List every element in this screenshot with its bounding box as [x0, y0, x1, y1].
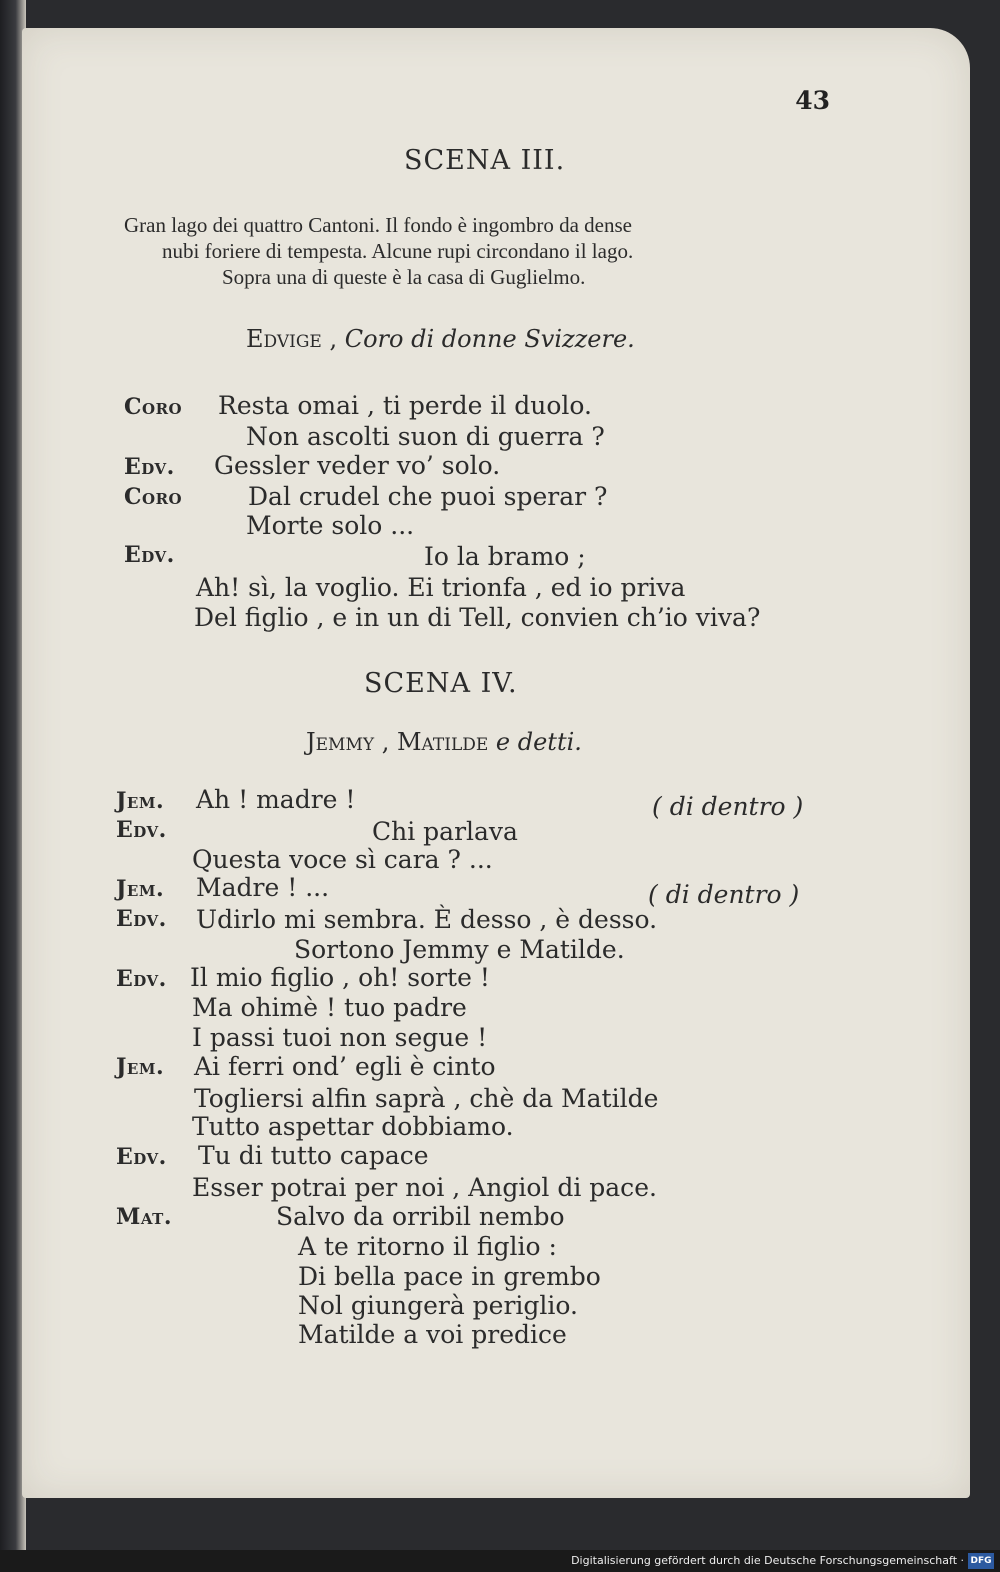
scene-3-title: SCENA III.: [404, 145, 566, 176]
speaker-label: Mat.: [116, 1204, 172, 1230]
verse-line: Dal crudel che puoi sperar ?: [248, 482, 608, 511]
verse-line: Io la bramo ;: [424, 542, 586, 571]
cast-name: Jemmy: [306, 728, 375, 756]
stage-direction-line: Sopra una di queste è la casa di Guglielmo.: [222, 265, 586, 289]
cast-name: Matilde: [396, 728, 489, 756]
verse-line: Ai ferri ond’ egli è cinto: [194, 1052, 496, 1081]
dfg-logo: DFG: [968, 1553, 994, 1569]
stage-direction-inline: Sortono Jemmy e Matilde.: [294, 935, 625, 964]
verse-line: Tutto aspettar dobbiamo.: [192, 1112, 514, 1141]
cast-rest: Coro di donne Svizzere.: [344, 325, 635, 353]
scene-4-cast: [306, 728, 582, 756]
stage-direction-line: Gran lago dei quattro Cantoni. Il fondo è ingombro da dense: [124, 213, 632, 237]
speaker-label: Jem.: [116, 788, 165, 814]
verse-line: Matilde a voi predice: [298, 1320, 567, 1349]
speaker-label: Edv.: [116, 1144, 167, 1170]
speaker-label: Jem.: [116, 1054, 165, 1080]
speaker-label: Edv.: [116, 817, 167, 843]
verse-line: Il mio figlio , oh! sorte !: [190, 963, 490, 992]
stage-aside: ( di dentro ): [648, 880, 800, 909]
cast-separator: ,: [374, 728, 397, 756]
verse-line: Resta omai , ti perde il duolo.: [218, 391, 592, 420]
verse-line: A te ritorno il figlio :: [298, 1232, 557, 1261]
stage-direction-line: nubi foriere di tempesta. Alcune rupi circondano il lago.: [162, 239, 634, 263]
verse-line: Salvo da orribil nembo: [276, 1202, 565, 1231]
digitization-footer: [0, 1550, 1000, 1572]
verse-line: I passi tuoi non segue !: [192, 1023, 488, 1052]
speaker-label: Coro: [124, 484, 183, 510]
footer-text: Digitalisierung gefördert durch die Deutsche Forschungsgemeinschaft ·: [571, 1554, 964, 1567]
speaker-label: Edv.: [124, 454, 175, 480]
verse-line: Gessler veder vo’ solo.: [214, 451, 501, 480]
page-number: 43: [795, 86, 830, 115]
verse-line: Del figlio , e in un di Tell, convien ch’io viva?: [194, 603, 761, 632]
cast-name: Edvige ,: [246, 325, 338, 353]
scene-3-cast: [246, 325, 635, 353]
verse-line: Togliersi alfin saprà , chè da Matilde: [194, 1084, 659, 1113]
verse-line: Udirlo mi sembra. È desso , è desso.: [196, 905, 658, 934]
speaker-label: Edv.: [116, 906, 167, 932]
cast-rest: e detti.: [488, 728, 582, 756]
speaker-label: Coro: [124, 394, 183, 420]
verse-line: Nol giungerà periglio.: [298, 1291, 578, 1320]
verse-line: Esser potrai per noi , Angiol di pace.: [192, 1173, 657, 1202]
verse-line: Morte solo ...: [246, 511, 415, 540]
verse-line: Non ascolti suon di guerra ?: [246, 422, 605, 451]
verse-line: Ah! sì, la voglio. Ei trionfa , ed io priva: [196, 573, 686, 602]
verse-line: Ma ohimè ! tuo padre: [192, 993, 467, 1022]
stage-aside: ( di dentro ): [652, 792, 804, 821]
speaker-label: Edv.: [124, 542, 175, 568]
verse-line: Questa voce sì cara ? ...: [192, 845, 493, 874]
verse-line: Madre ! ...: [196, 873, 330, 902]
speaker-label: Edv.: [116, 966, 167, 992]
scene-4-title: SCENA IV.: [364, 668, 518, 699]
verse-line: Tu di tutto capace: [198, 1141, 429, 1170]
verse-line: Ah ! madre !: [196, 785, 356, 814]
verse-line: Chi parlava: [372, 817, 518, 846]
verse-line: Di bella pace in grembo: [298, 1262, 601, 1291]
speaker-label: Jem.: [116, 876, 165, 902]
